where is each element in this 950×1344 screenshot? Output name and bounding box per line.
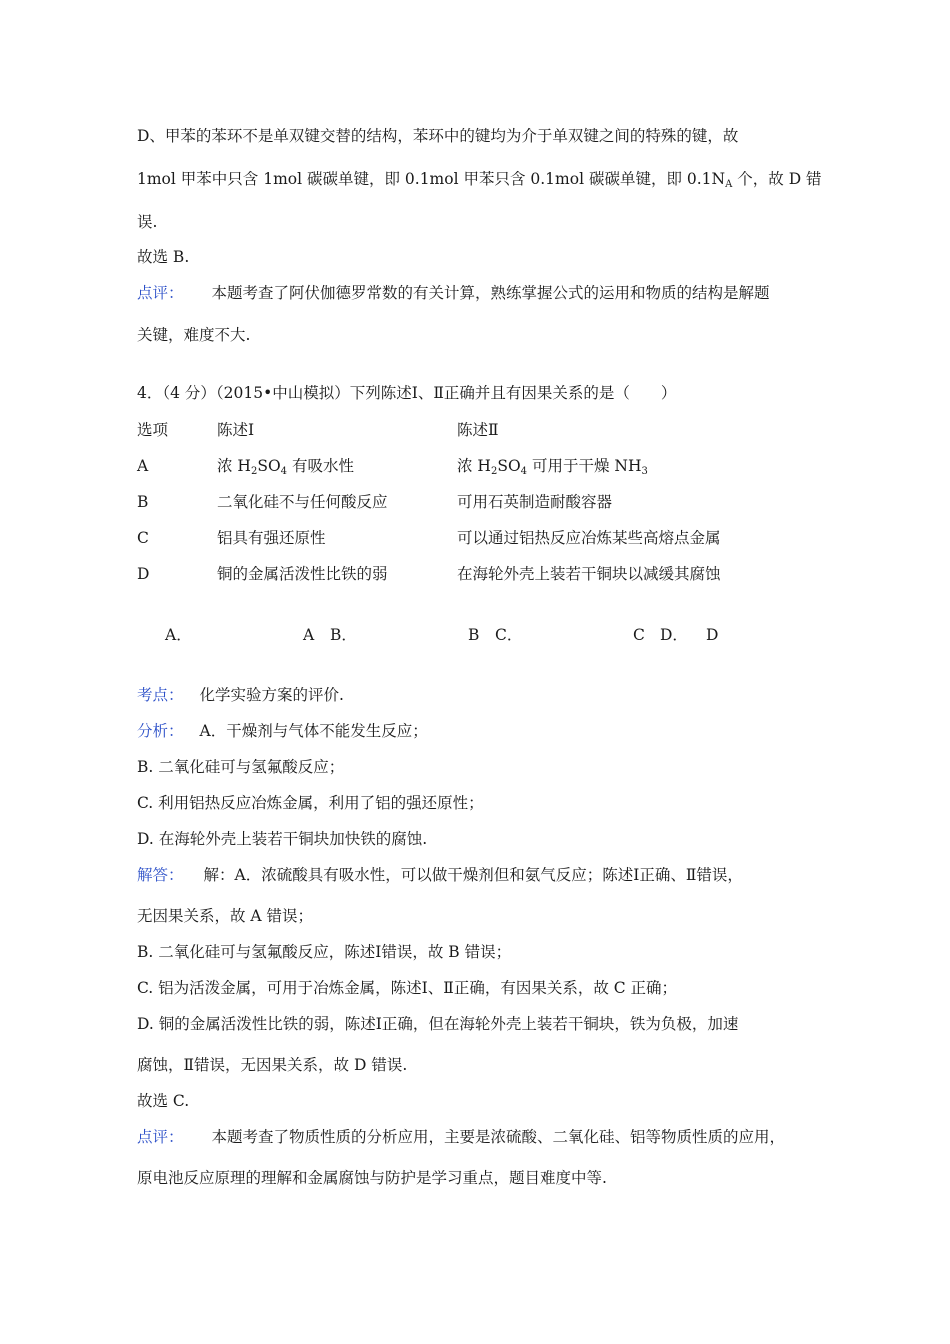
text: A．干燥剂与气体不能发生反应； xyxy=(199,722,428,740)
choice-d-value: D xyxy=(706,626,719,644)
jieda-answer: 故选 C. xyxy=(137,1092,190,1110)
text: 化学实验方案的评价. xyxy=(199,686,344,704)
jieda-line-5: D. 铜的金属活泼性比铁的弱，陈述Ⅰ正确，但在海轮外壳上装若干铜块，铁为负极，加速 xyxy=(137,1015,739,1033)
dianping-label: 点评： xyxy=(137,1128,184,1146)
fenxi-label: 分析： xyxy=(137,722,184,740)
kaodian-label: 考点： xyxy=(137,686,184,704)
table-row-d-statement-1: 铜的金属活泼性比铁的弱 xyxy=(217,565,388,583)
subscript: 4 xyxy=(520,466,528,477)
jieda-label: 解答： xyxy=(137,866,184,884)
text: 可用于干燥 NH xyxy=(527,457,642,475)
subscript: 4 xyxy=(280,466,288,477)
prev-option-d-line-2 xyxy=(137,169,822,195)
question-stem: 4．（4 分）（2015•中山模拟）下列陈述Ⅰ、Ⅱ正确并且有因果关系的是（ ） xyxy=(137,384,677,402)
text: 个，故 D 错 xyxy=(732,170,822,188)
table-row-c-option: C xyxy=(137,529,149,547)
subscript: A xyxy=(725,179,733,190)
text: 浓 H xyxy=(457,457,491,475)
prev-comment-line-1 xyxy=(137,283,770,303)
jieda-line-4: C. 铝为活泼金属，可用于冶炼金属，陈述Ⅰ、Ⅱ正确，有因果关系，故 C 正确； xyxy=(137,979,678,997)
jieda-line-6: 腐蚀，Ⅱ错误，无因果关系，故 D 错误. xyxy=(137,1056,408,1074)
jieda-line-2: 无因果关系，故 A 错误； xyxy=(137,907,314,925)
subscript: 2 xyxy=(250,466,258,477)
dianping-line-2: 原电池反应原理的理解和金属腐蚀与防护是学习重点，题目难度中等. xyxy=(137,1169,607,1187)
choice-b-value: B xyxy=(468,626,480,644)
text: 1mol 甲苯中只含 1mol 碳碳单键，即 0.1mol 甲苯只含 0.1mol 碳碳单键，即 0.1N xyxy=(137,170,726,188)
table-row-c-statement-2: 可以通过铝热反应冶炼某些高熔点金属 xyxy=(457,529,721,547)
text: 浓 H xyxy=(217,457,251,475)
table-row-b-statement-2: 可用石英制造耐酸容器 xyxy=(457,493,613,511)
table-header-statement-1: 陈述Ⅰ xyxy=(217,421,255,439)
choice-a-value: A xyxy=(303,626,315,644)
table-row-d-option: D xyxy=(137,565,150,583)
table-row-c-statement-1: 铝具有强还原性 xyxy=(217,529,326,547)
choice-a-key: A． xyxy=(165,626,192,644)
jieda-line-3: B. 二氧化硅可与氢氟酸反应，陈述Ⅰ错误，故 B 错误； xyxy=(137,943,512,961)
choice-c-value: C xyxy=(633,626,645,644)
prev-comment-label: 点评： xyxy=(137,284,184,302)
table-row-a-statement-2 xyxy=(457,456,648,482)
fenxi-line-1 xyxy=(137,721,428,741)
text: 有吸水性 xyxy=(287,457,354,475)
fenxi-line-4: D. 在海轮外壳上装若干铜块加快铁的腐蚀. xyxy=(137,830,428,848)
fenxi-line-3: C. 利用铝热反应冶炼金属，利用了铝的强还原性； xyxy=(137,794,484,812)
table-row-d-statement-2: 在海轮外壳上装若干铜块以减缓其腐蚀 xyxy=(457,565,721,583)
table-row-b-statement-1: 二氧化硅不与任何酸反应 xyxy=(217,493,388,511)
prev-answer: 故选 B. xyxy=(137,248,190,266)
choice-d-key: D． xyxy=(660,626,688,644)
prev-comment-line-2: 关键，难度不大. xyxy=(137,326,251,344)
choice-b-key: B． xyxy=(330,626,357,644)
kaodian-line xyxy=(137,685,344,705)
table-row-b-option: B xyxy=(137,493,149,511)
table-header-option: 选项 xyxy=(137,421,169,439)
prev-option-d-line-1: D、甲苯的苯环不是单双键交替的结构，苯环中的键均为介于单双键之间的特殊的键，故 xyxy=(137,127,739,145)
choice-c-key: C． xyxy=(495,626,523,644)
text: 解：A．浓硫酸具有吸水性，可以做干燥剂但和氨气反应；陈述Ⅰ正确、Ⅱ错误， xyxy=(203,866,743,884)
text: SO xyxy=(497,457,521,475)
subscript: 3 xyxy=(641,466,648,477)
dianping-line-1 xyxy=(137,1127,785,1147)
text: 本题考查了阿伏伽德罗常数的有关计算，熟练掌握公式的运用和物质的结构是解题 xyxy=(211,284,770,302)
table-row-a-statement-1 xyxy=(217,456,354,482)
table-header-statement-2: 陈述Ⅱ xyxy=(457,421,499,439)
text: 本题考查了物质性质的分析应用，主要是浓硫酸、二氧化硅、铝等物质性质的应用， xyxy=(211,1128,786,1146)
jieda-line-1 xyxy=(137,865,743,885)
fenxi-line-2: B. 二氧化硅可与氢氟酸反应； xyxy=(137,758,345,776)
subscript: 2 xyxy=(490,466,498,477)
text: SO xyxy=(257,457,281,475)
table-row-a-option: A xyxy=(137,457,149,475)
prev-option-d-line-3: 误. xyxy=(137,213,158,231)
